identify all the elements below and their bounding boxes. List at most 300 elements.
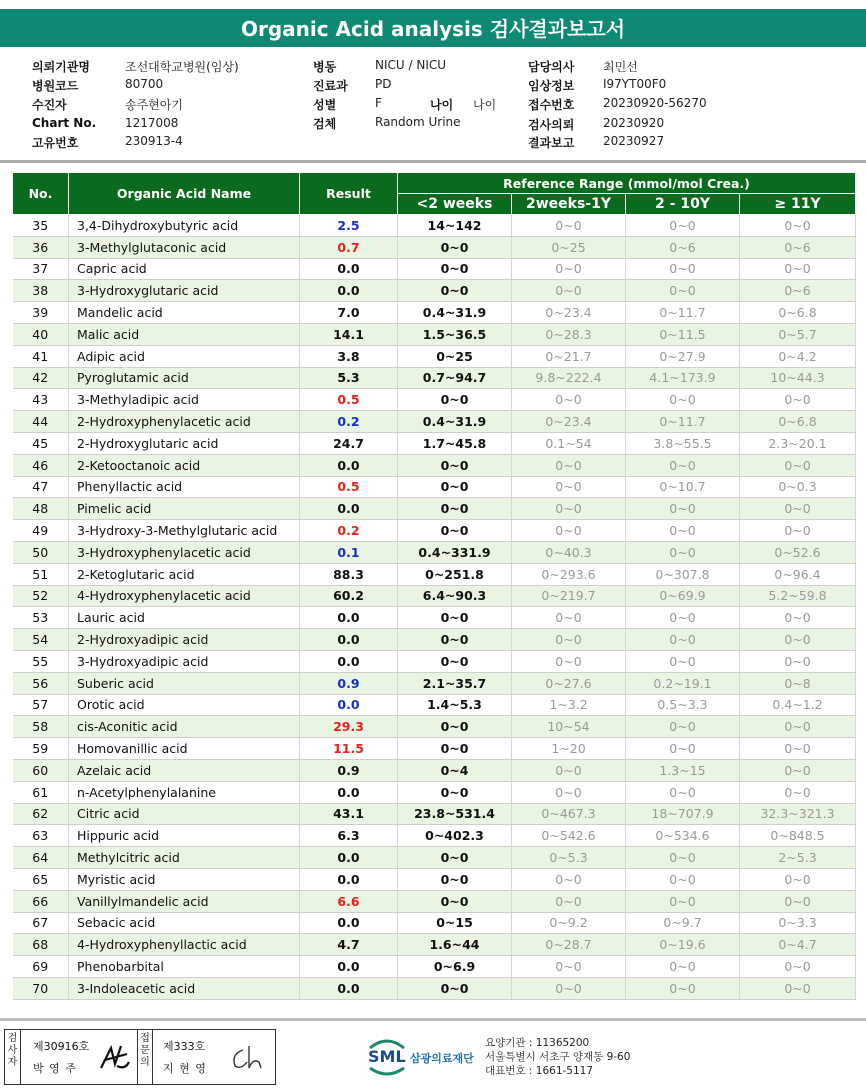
range-lt2w: 0~0 bbox=[398, 781, 512, 803]
acid-name: Suberic acid bbox=[69, 672, 300, 694]
table-row bbox=[13, 411, 856, 433]
row-number: 64 bbox=[13, 847, 69, 869]
table-row bbox=[13, 520, 856, 542]
range-ge11y: 0~0 bbox=[740, 977, 856, 999]
lab-code: 요양기관 : 11365200 bbox=[485, 1037, 590, 1049]
range-ge11y: 0~3.3 bbox=[740, 912, 856, 934]
range-lt2w: 0~0 bbox=[398, 236, 512, 258]
table-row bbox=[13, 454, 856, 476]
table-row bbox=[13, 563, 856, 585]
table-row bbox=[13, 956, 856, 978]
range-2w-1y: 0~0 bbox=[512, 956, 626, 978]
table-row bbox=[13, 934, 856, 956]
range-lt2w: 2.1~35.7 bbox=[398, 672, 512, 694]
range-2w-1y: 9.8~222.4 bbox=[512, 367, 626, 389]
info-label: 병원코드 bbox=[32, 79, 79, 93]
row-number: 68 bbox=[13, 934, 69, 956]
table-row bbox=[13, 781, 856, 803]
row-number: 52 bbox=[13, 585, 69, 607]
range-lt2w: 0~15 bbox=[398, 912, 512, 934]
range-2-10y: 0~0 bbox=[626, 977, 740, 999]
range-2w-1y: 0~28.7 bbox=[512, 934, 626, 956]
range-ge11y: 0~0 bbox=[740, 738, 856, 760]
info-value: I97YT00F0 bbox=[603, 77, 667, 91]
range-2w-1y: 10~54 bbox=[512, 716, 626, 738]
range-lt2w: 6.4~90.3 bbox=[398, 585, 512, 607]
range-2-10y: 0~0 bbox=[626, 498, 740, 520]
info-value: F bbox=[375, 96, 382, 110]
table-row bbox=[13, 716, 856, 738]
info-value: 230913-4 bbox=[125, 134, 183, 148]
result-value: 0.1 bbox=[300, 541, 398, 563]
acid-name: Malic acid bbox=[69, 323, 300, 345]
acid-name: 3-Indoleacetic acid bbox=[69, 977, 300, 999]
header-reference: Reference Range (mmol/mol Crea.) bbox=[398, 173, 856, 194]
range-2-10y: 0~0 bbox=[626, 781, 740, 803]
range-ge11y: 0~0 bbox=[740, 389, 856, 411]
report-title: Organic Acid analysis 검사결과보고서 bbox=[0, 9, 866, 47]
confirmer-name: 지 현 영 bbox=[163, 1062, 207, 1075]
results-body bbox=[13, 215, 856, 1000]
age-label: 나이 bbox=[430, 98, 454, 112]
range-lt2w: 0~0 bbox=[398, 607, 512, 629]
range-2w-1y: 0~467.3 bbox=[512, 803, 626, 825]
range-lt2w: 0~0 bbox=[398, 868, 512, 890]
result-value: 0.0 bbox=[300, 650, 398, 672]
range-lt2w: 0~0 bbox=[398, 520, 512, 542]
range-2w-1y: 0~219.7 bbox=[512, 585, 626, 607]
range-2-10y: 18~707.9 bbox=[626, 803, 740, 825]
result-value: 0.0 bbox=[300, 868, 398, 890]
range-lt2w: 14~142 bbox=[398, 215, 512, 237]
info-label: 성별 bbox=[313, 98, 337, 112]
table-row bbox=[13, 215, 856, 237]
acid-name: 3,4-Dihydroxybutyric acid bbox=[69, 215, 300, 237]
range-lt2w: 1.5~36.5 bbox=[398, 323, 512, 345]
row-number: 50 bbox=[13, 541, 69, 563]
examiner-name: 박 영 주 bbox=[33, 1062, 77, 1075]
range-2w-1y: 1~3.2 bbox=[512, 694, 626, 716]
range-lt2w: 0.4~331.9 bbox=[398, 541, 512, 563]
info-value: 최민선 bbox=[603, 60, 638, 74]
acid-name: 3-Hydroxyglutaric acid bbox=[69, 280, 300, 302]
row-number: 62 bbox=[13, 803, 69, 825]
result-value: 0.0 bbox=[300, 977, 398, 999]
row-number: 54 bbox=[13, 629, 69, 651]
acid-name: Hippuric acid bbox=[69, 825, 300, 847]
acid-name: Orotic acid bbox=[69, 694, 300, 716]
range-2w-1y: 0~9.2 bbox=[512, 912, 626, 934]
table-row bbox=[13, 650, 856, 672]
footer-divider bbox=[0, 1018, 866, 1021]
row-number: 44 bbox=[13, 411, 69, 433]
acid-name: 3-Hydroxyphenylacetic acid bbox=[69, 541, 300, 563]
acid-name: Lauric acid bbox=[69, 607, 300, 629]
info-value: 송주현아기 bbox=[125, 98, 183, 112]
row-number: 41 bbox=[13, 345, 69, 367]
result-value: 0.0 bbox=[300, 694, 398, 716]
range-2-10y: 0~0 bbox=[626, 215, 740, 237]
result-value: 24.7 bbox=[300, 432, 398, 454]
table-row bbox=[13, 607, 856, 629]
range-ge11y: 0~5.7 bbox=[740, 323, 856, 345]
age-value: 나이 bbox=[473, 98, 497, 112]
range-2w-1y: 0~25 bbox=[512, 236, 626, 258]
table-row bbox=[13, 912, 856, 934]
info-label: 검체 bbox=[313, 117, 337, 131]
range-2w-1y: 0~23.4 bbox=[512, 302, 626, 324]
range-2w-1y: 0~27.6 bbox=[512, 672, 626, 694]
signature-box bbox=[4, 1029, 276, 1085]
info-label: 결과보고 bbox=[528, 136, 575, 150]
range-2w-1y: 0~0 bbox=[512, 759, 626, 781]
header-range-lt2w: <2 weeks bbox=[398, 194, 512, 215]
info-value: 20230920-56270 bbox=[603, 96, 707, 110]
range-2w-1y: 0~0 bbox=[512, 454, 626, 476]
table-row bbox=[13, 302, 856, 324]
lab-info bbox=[485, 1036, 630, 1078]
range-2w-1y: 0.1~54 bbox=[512, 432, 626, 454]
logo-text: SML bbox=[368, 1047, 406, 1066]
range-lt2w: 1.7~45.8 bbox=[398, 432, 512, 454]
acid-name: Vanillylmandelic acid bbox=[69, 890, 300, 912]
range-2-10y: 0~0 bbox=[626, 454, 740, 476]
range-2-10y: 0~0 bbox=[626, 520, 740, 542]
range-ge11y: 0~0 bbox=[740, 520, 856, 542]
table-row bbox=[13, 280, 856, 302]
row-number: 67 bbox=[13, 912, 69, 934]
header-name: Organic Acid Name bbox=[69, 173, 300, 215]
row-number: 70 bbox=[13, 977, 69, 999]
range-ge11y: 0~4.7 bbox=[740, 934, 856, 956]
result-value: 0.0 bbox=[300, 912, 398, 934]
range-2w-1y: 0~293.6 bbox=[512, 563, 626, 585]
range-2w-1y: 0~5.3 bbox=[512, 847, 626, 869]
acid-name: 2-Ketooctanoic acid bbox=[69, 454, 300, 476]
acid-name: Phenyllactic acid bbox=[69, 476, 300, 498]
range-2-10y: 0~534.6 bbox=[626, 825, 740, 847]
acid-name: Methylcitric acid bbox=[69, 847, 300, 869]
table-row bbox=[13, 847, 856, 869]
result-value: 0.0 bbox=[300, 607, 398, 629]
result-value: 3.8 bbox=[300, 345, 398, 367]
row-number: 39 bbox=[13, 302, 69, 324]
range-2w-1y: 1~20 bbox=[512, 738, 626, 760]
range-2-10y: 0~0 bbox=[626, 956, 740, 978]
acid-name: cis-Aconitic acid bbox=[69, 716, 300, 738]
range-2-10y: 4.1~173.9 bbox=[626, 367, 740, 389]
result-value: 0.0 bbox=[300, 781, 398, 803]
confirmer-signature bbox=[227, 1040, 267, 1074]
range-lt2w: 0~4 bbox=[398, 759, 512, 781]
info-value: 조선대학교병원(임상) bbox=[125, 60, 239, 74]
info-label: 접수번호 bbox=[528, 98, 575, 112]
range-ge11y: 0~4.2 bbox=[740, 345, 856, 367]
table-row bbox=[13, 432, 856, 454]
range-2w-1y: 0~0 bbox=[512, 389, 626, 411]
table-row bbox=[13, 759, 856, 781]
result-value: 7.0 bbox=[300, 302, 398, 324]
range-2-10y: 0.5~3.3 bbox=[626, 694, 740, 716]
acid-name: 4-Hydroxyphenylacetic acid bbox=[69, 585, 300, 607]
range-ge11y: 5.2~59.8 bbox=[740, 585, 856, 607]
range-ge11y: 0~6 bbox=[740, 280, 856, 302]
row-number: 69 bbox=[13, 956, 69, 978]
table-row bbox=[13, 236, 856, 258]
range-2w-1y: 0~23.4 bbox=[512, 411, 626, 433]
result-value: 0.0 bbox=[300, 629, 398, 651]
result-value: 0.9 bbox=[300, 672, 398, 694]
range-ge11y: 0~0 bbox=[740, 650, 856, 672]
range-lt2w: 0~0 bbox=[398, 280, 512, 302]
range-2-10y: 0~27.9 bbox=[626, 345, 740, 367]
range-lt2w: 0~0 bbox=[398, 890, 512, 912]
result-value: 0.0 bbox=[300, 258, 398, 280]
row-number: 53 bbox=[13, 607, 69, 629]
acid-name: 2-Hydroxyphenylacetic acid bbox=[69, 411, 300, 433]
row-number: 46 bbox=[13, 454, 69, 476]
result-value: 11.5 bbox=[300, 738, 398, 760]
patient-info bbox=[0, 54, 866, 154]
acid-name: Citric acid bbox=[69, 803, 300, 825]
range-ge11y: 0~8 bbox=[740, 672, 856, 694]
row-number: 49 bbox=[13, 520, 69, 542]
examiner-signature bbox=[97, 1040, 133, 1074]
acid-name: Sebacic acid bbox=[69, 912, 300, 934]
table-row bbox=[13, 541, 856, 563]
range-ge11y: 0~96.4 bbox=[740, 563, 856, 585]
confirmer-license: 제333호 bbox=[163, 1040, 206, 1053]
range-lt2w: 0~0 bbox=[398, 977, 512, 999]
range-2w-1y: 0~0 bbox=[512, 215, 626, 237]
info-label: 진료과 bbox=[313, 79, 348, 93]
result-value: 0.0 bbox=[300, 280, 398, 302]
acid-name: Myristic acid bbox=[69, 868, 300, 890]
lab-phone: 대표번호 : 1661-5117 bbox=[485, 1065, 594, 1077]
row-number: 63 bbox=[13, 825, 69, 847]
range-2-10y: 0~0 bbox=[626, 280, 740, 302]
range-lt2w: 0~0 bbox=[398, 498, 512, 520]
range-lt2w: 0~25 bbox=[398, 345, 512, 367]
result-value: 29.3 bbox=[300, 716, 398, 738]
table-row bbox=[13, 803, 856, 825]
range-lt2w: 0~0 bbox=[398, 650, 512, 672]
range-2w-1y: 0~542.6 bbox=[512, 825, 626, 847]
row-number: 66 bbox=[13, 890, 69, 912]
acid-name: 2-Hydroxyglutaric acid bbox=[69, 432, 300, 454]
range-ge11y: 0~0 bbox=[740, 956, 856, 978]
range-ge11y: 0~0 bbox=[740, 258, 856, 280]
range-2-10y: 0~0 bbox=[626, 541, 740, 563]
row-number: 58 bbox=[13, 716, 69, 738]
range-2-10y: 0~0 bbox=[626, 890, 740, 912]
range-lt2w: 0~0 bbox=[398, 847, 512, 869]
row-number: 42 bbox=[13, 367, 69, 389]
info-label: 병동 bbox=[313, 60, 337, 74]
acid-name: Pimelic acid bbox=[69, 498, 300, 520]
range-2-10y: 0~0 bbox=[626, 716, 740, 738]
org-name: 삼광의료재단 bbox=[410, 1052, 474, 1065]
range-ge11y: 0~0.3 bbox=[740, 476, 856, 498]
range-2-10y: 0~10.7 bbox=[626, 476, 740, 498]
range-lt2w: 0~0 bbox=[398, 716, 512, 738]
info-label: 고유번호 bbox=[32, 136, 79, 150]
range-2-10y: 3.8~55.5 bbox=[626, 432, 740, 454]
range-2w-1y: 0~0 bbox=[512, 977, 626, 999]
row-number: 37 bbox=[13, 258, 69, 280]
range-lt2w: 23.8~531.4 bbox=[398, 803, 512, 825]
range-ge11y: 0~0 bbox=[740, 629, 856, 651]
row-number: 59 bbox=[13, 738, 69, 760]
acid-name: 4-Hydroxyphenyllactic acid bbox=[69, 934, 300, 956]
acid-name: 3-Methyladipic acid bbox=[69, 389, 300, 411]
range-2-10y: 0~19.6 bbox=[626, 934, 740, 956]
acid-name: 2-Hydroxyadipic acid bbox=[69, 629, 300, 651]
result-value: 0.2 bbox=[300, 411, 398, 433]
range-ge11y: 0~0 bbox=[740, 781, 856, 803]
range-lt2w: 0~0 bbox=[398, 629, 512, 651]
range-2-10y: 0~11.7 bbox=[626, 411, 740, 433]
result-value: 6.3 bbox=[300, 825, 398, 847]
range-2w-1y: 0~0 bbox=[512, 498, 626, 520]
range-ge11y: 0~0 bbox=[740, 890, 856, 912]
row-number: 56 bbox=[13, 672, 69, 694]
range-2-10y: 0~0 bbox=[626, 868, 740, 890]
range-ge11y: 0~0 bbox=[740, 716, 856, 738]
info-value: 20230920 bbox=[603, 116, 665, 130]
acid-name: 3-Hydroxyadipic acid bbox=[69, 650, 300, 672]
result-value: 0.0 bbox=[300, 498, 398, 520]
result-value: 0.0 bbox=[300, 956, 398, 978]
info-label: 담당의사 bbox=[528, 60, 575, 74]
table-row bbox=[13, 585, 856, 607]
range-2w-1y: 0~0 bbox=[512, 629, 626, 651]
row-number: 65 bbox=[13, 868, 69, 890]
result-value: 60.2 bbox=[300, 585, 398, 607]
acid-name: n-Acetylphenylalanine bbox=[69, 781, 300, 803]
table-row bbox=[13, 367, 856, 389]
table-row bbox=[13, 825, 856, 847]
range-2-10y: 0~11.5 bbox=[626, 323, 740, 345]
result-value: 0.0 bbox=[300, 847, 398, 869]
row-number: 48 bbox=[13, 498, 69, 520]
result-value: 0.2 bbox=[300, 520, 398, 542]
info-label: 의뢰기관명 bbox=[32, 60, 90, 74]
info-value: 20230927 bbox=[603, 134, 665, 148]
result-value: 0.0 bbox=[300, 454, 398, 476]
range-2-10y: 0~0 bbox=[626, 389, 740, 411]
confirmer-label: 접문의 bbox=[137, 1030, 153, 1084]
range-2w-1y: 0~0 bbox=[512, 476, 626, 498]
result-value: 2.5 bbox=[300, 215, 398, 237]
row-number: 55 bbox=[13, 650, 69, 672]
range-2-10y: 1.3~15 bbox=[626, 759, 740, 781]
table-row bbox=[13, 258, 856, 280]
range-ge11y: 0~0 bbox=[740, 454, 856, 476]
range-2-10y: 0~0 bbox=[626, 738, 740, 760]
table-row bbox=[13, 323, 856, 345]
row-number: 60 bbox=[13, 759, 69, 781]
range-2-10y: 0~0 bbox=[626, 847, 740, 869]
range-ge11y: 0~6.8 bbox=[740, 411, 856, 433]
range-ge11y: 0~0 bbox=[740, 868, 856, 890]
range-2w-1y: 0~0 bbox=[512, 520, 626, 542]
header-no: No. bbox=[13, 173, 69, 215]
table-row bbox=[13, 476, 856, 498]
range-ge11y: 0~848.5 bbox=[740, 825, 856, 847]
info-label: Chart No. bbox=[32, 116, 97, 130]
range-2w-1y: 0~40.3 bbox=[512, 541, 626, 563]
range-lt2w: 0~0 bbox=[398, 258, 512, 280]
info-value: Random Urine bbox=[375, 115, 461, 129]
header-range-2-10y: 2 - 10Y bbox=[626, 194, 740, 215]
row-number: 40 bbox=[13, 323, 69, 345]
range-lt2w: 0~402.3 bbox=[398, 825, 512, 847]
results-table bbox=[12, 172, 856, 1000]
result-value: 0.9 bbox=[300, 759, 398, 781]
row-number: 61 bbox=[13, 781, 69, 803]
range-ge11y: 0~6 bbox=[740, 236, 856, 258]
result-value: 88.3 bbox=[300, 563, 398, 585]
range-lt2w: 0~6.9 bbox=[398, 956, 512, 978]
result-value: 6.6 bbox=[300, 890, 398, 912]
range-2w-1y: 0~0 bbox=[512, 258, 626, 280]
range-ge11y: 0.4~1.2 bbox=[740, 694, 856, 716]
acid-name: 3-Methylglutaconic acid bbox=[69, 236, 300, 258]
range-2-10y: 0.2~19.1 bbox=[626, 672, 740, 694]
range-2w-1y: 0~0 bbox=[512, 280, 626, 302]
range-2w-1y: 0~21.7 bbox=[512, 345, 626, 367]
table-row bbox=[13, 977, 856, 999]
range-2w-1y: 0~0 bbox=[512, 607, 626, 629]
acid-name: Azelaic acid bbox=[69, 759, 300, 781]
header-range-2w-1y: 2weeks-1Y bbox=[512, 194, 626, 215]
info-value: PD bbox=[375, 77, 392, 91]
range-lt2w: 0.4~31.9 bbox=[398, 302, 512, 324]
result-value: 43.1 bbox=[300, 803, 398, 825]
table-row bbox=[13, 868, 856, 890]
range-ge11y: 0~0 bbox=[740, 759, 856, 781]
acid-name: Capric acid bbox=[69, 258, 300, 280]
examiner-license: 제30916호 bbox=[33, 1040, 90, 1053]
range-lt2w: 0~0 bbox=[398, 454, 512, 476]
range-2-10y: 0~0 bbox=[626, 607, 740, 629]
table-row bbox=[13, 345, 856, 367]
table-row bbox=[13, 389, 856, 411]
range-ge11y: 0~6.8 bbox=[740, 302, 856, 324]
range-2-10y: 0~0 bbox=[626, 258, 740, 280]
range-lt2w: 0~0 bbox=[398, 738, 512, 760]
acid-name: Mandelic acid bbox=[69, 302, 300, 324]
lab-address: 서울특별시 서초구 양재동 9-60 bbox=[485, 1051, 631, 1063]
table-row bbox=[13, 738, 856, 760]
acid-name: Phenobarbital bbox=[69, 956, 300, 978]
range-2-10y: 0~11.7 bbox=[626, 302, 740, 324]
result-value: 0.5 bbox=[300, 389, 398, 411]
info-label: 검사의뢰 bbox=[528, 118, 575, 132]
range-ge11y: 2.3~20.1 bbox=[740, 432, 856, 454]
header-range-ge11y: ≥ 11Y bbox=[740, 194, 856, 215]
row-number: 43 bbox=[13, 389, 69, 411]
row-number: 57 bbox=[13, 694, 69, 716]
info-value: NICU / NICU bbox=[375, 58, 447, 72]
acid-name: Homovanillic acid bbox=[69, 738, 300, 760]
examiner-label: 검사자 bbox=[5, 1030, 21, 1084]
range-lt2w: 0~251.8 bbox=[398, 563, 512, 585]
row-number: 45 bbox=[13, 432, 69, 454]
info-label: 임상정보 bbox=[528, 79, 575, 93]
range-2w-1y: 0~0 bbox=[512, 890, 626, 912]
